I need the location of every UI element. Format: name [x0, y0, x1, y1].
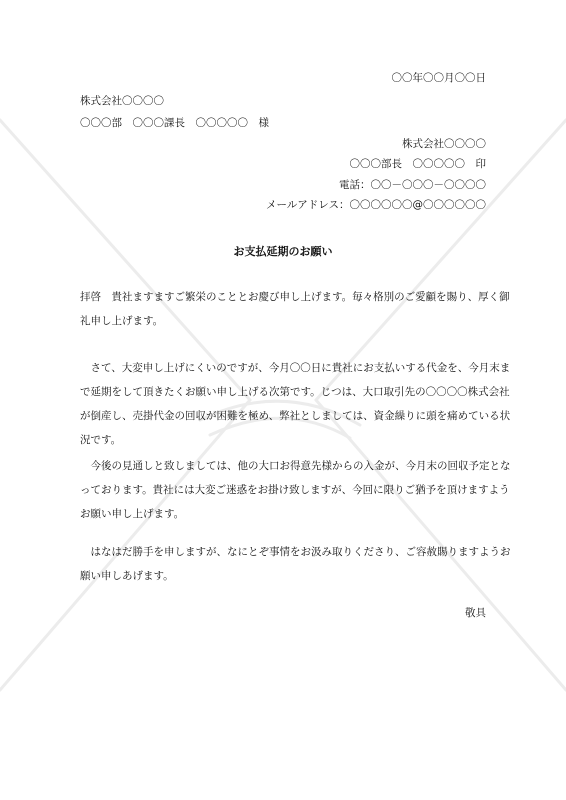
paragraph-2 — [80, 356, 511, 452]
paragraph-line: 礼申し上げます。 — [80, 315, 164, 327]
paragraph-line: お願い申し上げます。 — [80, 508, 185, 520]
paragraph-3 — [80, 454, 511, 526]
recipient-company: 株式会社〇〇〇〇 — [80, 95, 164, 107]
sender-email: メールアドレス：〇〇〇〇〇〇@〇〇〇〇〇〇 — [266, 199, 486, 211]
letter-date: 〇〇年〇〇月〇〇日 — [391, 72, 486, 84]
paragraph-line: 拝啓 貴社ますますご繁栄のこととお慶び申し上げます。毎々格別のご愛顧を賜り、厚く御 — [80, 291, 510, 303]
paragraph-line: 況です。 — [80, 434, 122, 446]
sender-phone: 電話：〇〇－〇〇〇－〇〇〇〇 — [339, 179, 486, 191]
paragraph-line: はなはだ勝手を申しますが、なにとぞ事情をお汲み取りくださり、ご容赦賜りますようお — [80, 546, 511, 558]
sender-person: 〇〇〇部長 〇〇〇〇〇 印 — [349, 158, 486, 170]
paragraph-4 — [80, 540, 511, 588]
paragraph-line: で延期をして頂きたくお願い申し上げる次第です。じつは、大口取引先の〇〇〇〇株式会社 — [80, 386, 510, 398]
paragraph-line: 願い申しあげます。 — [80, 570, 174, 582]
paragraph-line: さて、大変申し上げにくいのですが、今月〇〇日に貴社にお支払いする代金を、今月末ま — [80, 362, 511, 374]
recipient-person: 〇〇〇部 〇〇〇課長 〇〇〇〇〇 様 — [80, 117, 269, 129]
letter-subject: お支払延期のお願い — [233, 245, 333, 258]
sender-company: 株式会社〇〇〇〇 — [402, 138, 486, 150]
letter-closing: 敬具 — [465, 607, 486, 619]
paragraph-line: が倒産し、売掛代金の回収が困難を極め、弊社としましては、資金繰りに頭を痛めている状 — [80, 410, 511, 422]
paragraph-line: っております。貴社には大変ご迷惑をお掛け致しますが、今回に限りご猶予を頂けますよう — [80, 484, 510, 496]
paragraph-line: 今後の見通しと致しましては、他の大口お得意先様からの入金が、今月末の回収予定とな — [80, 460, 511, 472]
paragraph-1 — [80, 285, 510, 333]
